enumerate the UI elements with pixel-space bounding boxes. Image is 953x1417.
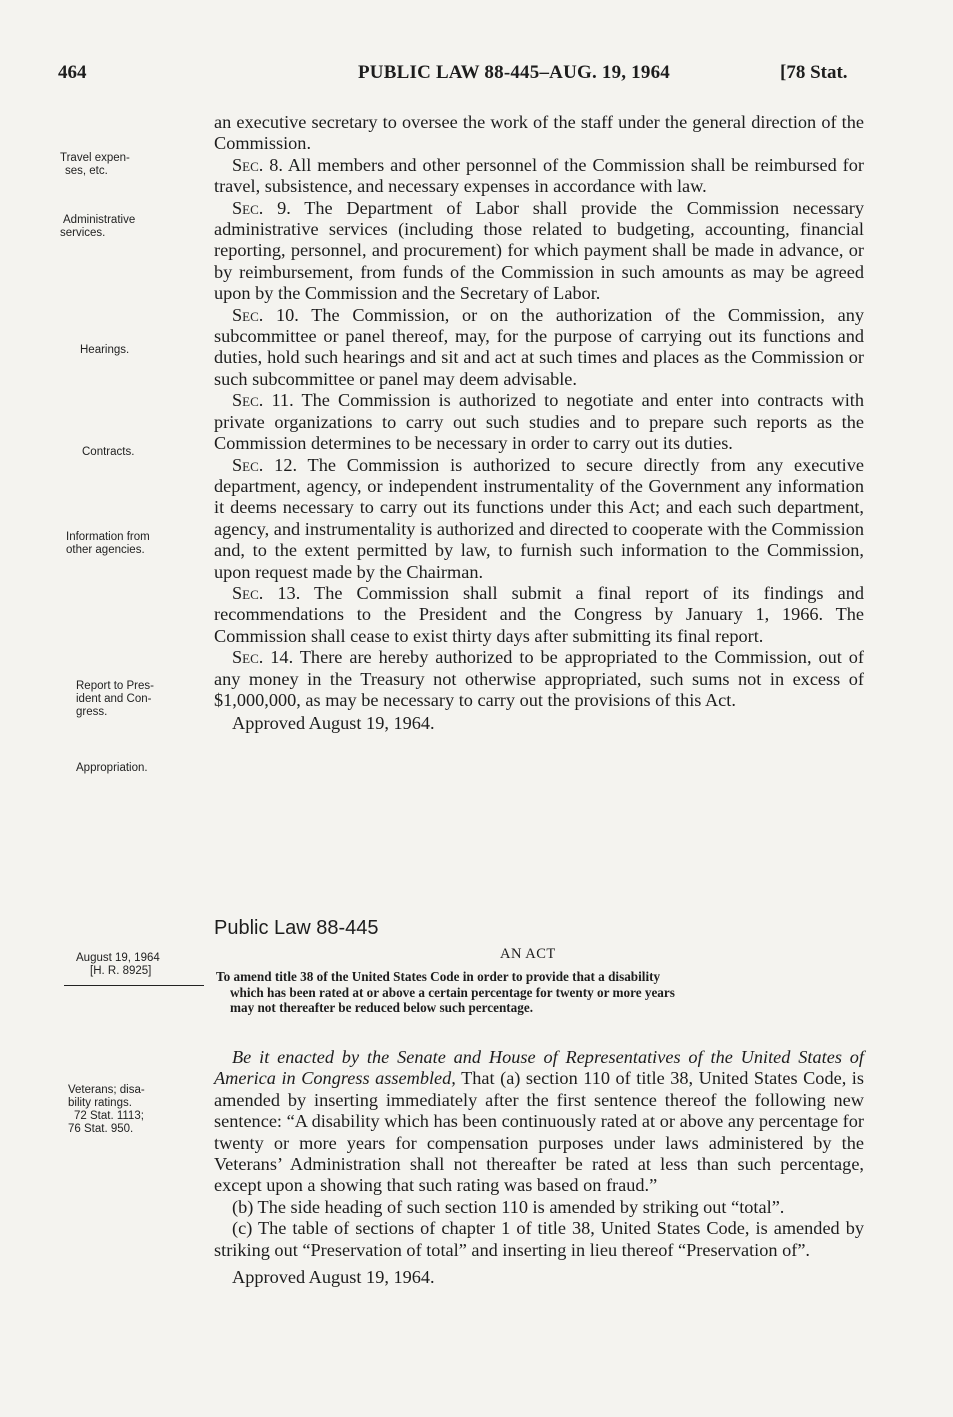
enacting-clause: Be it enacted by the Senate and House of Representatives of the United States of America in Congress assembled, — [214, 1047, 864, 1089]
section-8: Sec. 8. All members and other personnel of the Commission shall be reimbursed for travel, subsistence, and necessary expenses in accordance with law. — [214, 154, 864, 197]
main-text — [214, 112, 864, 735]
stat-reference: [78 Stat. — [780, 62, 848, 83]
margin-note-bill: August 19, 1964 [H. R. 8925] — [76, 952, 160, 977]
margin-note-veterans: Veterans; disa- bility ratings. 72 Stat. 1113; 76 Stat. 950. — [68, 1084, 145, 1135]
running-header — [0, 62, 953, 86]
an-act-heading: AN ACT — [500, 946, 556, 962]
paragraph-a: Be it enacted by the Senate and House of Representatives of the United States of America in Congress assembled, That (a) section 110 of title 38, United States Code, is amended by inserting immediately after the first sentence thereof the following new sentence: “A disability which has been continuously rated at or above any percentage for twenty or more years for compensation purposes under laws administered by the Veterans’ Administration shall not thereafter be rated at less than such percentage, except upon a showing that such rating was based on fraud.” — [214, 1047, 864, 1196]
act-purpose: To amend title 38 of the United States Code in order to provide that a disability which has been rated at or above a certain percentage for twenty or more years may not thereafter be reduced below such percentage. — [216, 969, 675, 1015]
act-body — [214, 1047, 864, 1288]
section-13: Sec. 13. The Commission shall submit a final report of its findings and recommendations to the President and the Congress by January 1, 1966. The Commission shall cease to exist thirty days after submitting its final report. — [214, 582, 864, 646]
section-11: Sec. 11. The Commission is authorized to negotiate and enter into contracts with private organizations to carry out such studies and to prepare such reports as the Commission determines to be necessary in order to carry out its duties. — [214, 390, 864, 454]
margin-note-hearings: Hearings. — [80, 344, 130, 356]
paragraph-b: (b) The side heading of such section 110 is amended by striking out “total”. — [232, 1196, 785, 1217]
approval-line: Approved August 19, 1964. — [232, 713, 435, 734]
section-10: Sec. 10. The Commission, or on the authorization of the Commission, any subcommittee or panel thereof, may, for the purpose of carrying out its functions and duties, hold such hearings and sit and act at such times and places as the Commission or such subcommittee or panel may deem advisable. — [214, 304, 864, 389]
margin-note-appropriation: Appropriation. — [76, 762, 148, 774]
margin-note-travel: Travel expen- ses, etc. — [60, 152, 130, 177]
section-label: Sec. 10. — [232, 304, 299, 325]
section-label: Sec. 13. — [232, 582, 301, 603]
section-12: Sec. 12. The Commission is authorized to secure directly from any executive department, agency, or independent instrumentality of the Government any information it deems necessary to carry out its functions under this Act; and each such department, agency, and instrumentality is authorized and directed to cooperate with the Commission and, to the extent permitted by law, to furnish such information to the Commission, upon request made by the Chairman. — [214, 454, 864, 582]
public-law-title: Public Law 88-445 — [214, 917, 379, 939]
margin-rule — [64, 985, 204, 986]
section-label: Sec. 11. — [232, 390, 294, 411]
margin-note-administrative: Administrative services. — [60, 214, 136, 239]
margin-note-contracts: Contracts. — [82, 446, 135, 458]
section-label: Sec. 14. — [232, 647, 294, 668]
section-label: Sec. 12. — [232, 454, 298, 475]
margin-note-report: Report to Pres- ident and Con- gress. — [76, 680, 154, 718]
section-9: Sec. 9. The Department of Labor shall provide the Commission necessary administrative services (including those related to budgeting, accounting, financial reporting, personnel, and procurement) for which payment shall be made in advance, or by reimbursement, from funds of the Commission in such amounts as may be agreed upon by the Commission and the Secretary of Labor. — [214, 197, 864, 304]
margin-note-information: Information from other agencies. — [66, 531, 150, 556]
page-number: 464 — [58, 62, 87, 83]
section-label: Sec. 8. — [232, 154, 283, 175]
paragraph-intro: an executive secretary to oversee the work of the staff under the general direction of the Commission. — [214, 112, 864, 154]
header-title: PUBLIC LAW 88-445–AUG. 19, 1964 — [358, 62, 670, 83]
approval-line: Approved August 19, 1964. — [232, 1267, 435, 1288]
section-label: Sec. 9. — [232, 197, 291, 218]
section-14: Sec. 14. There are hereby authorized to be appropriated to the Commission, out of any money in the Treasury not otherwise appropriated, such sums not in excess of $1,000,000, as may be necessary to carry out the provisions of this Act. — [214, 647, 864, 710]
paragraph-c: (c) The table of sections of chapter 1 of title 38, United States Code, is amended by striking out “Preservation of total” and inserting in lieu thereof “Preservation of”. — [214, 1218, 864, 1260]
